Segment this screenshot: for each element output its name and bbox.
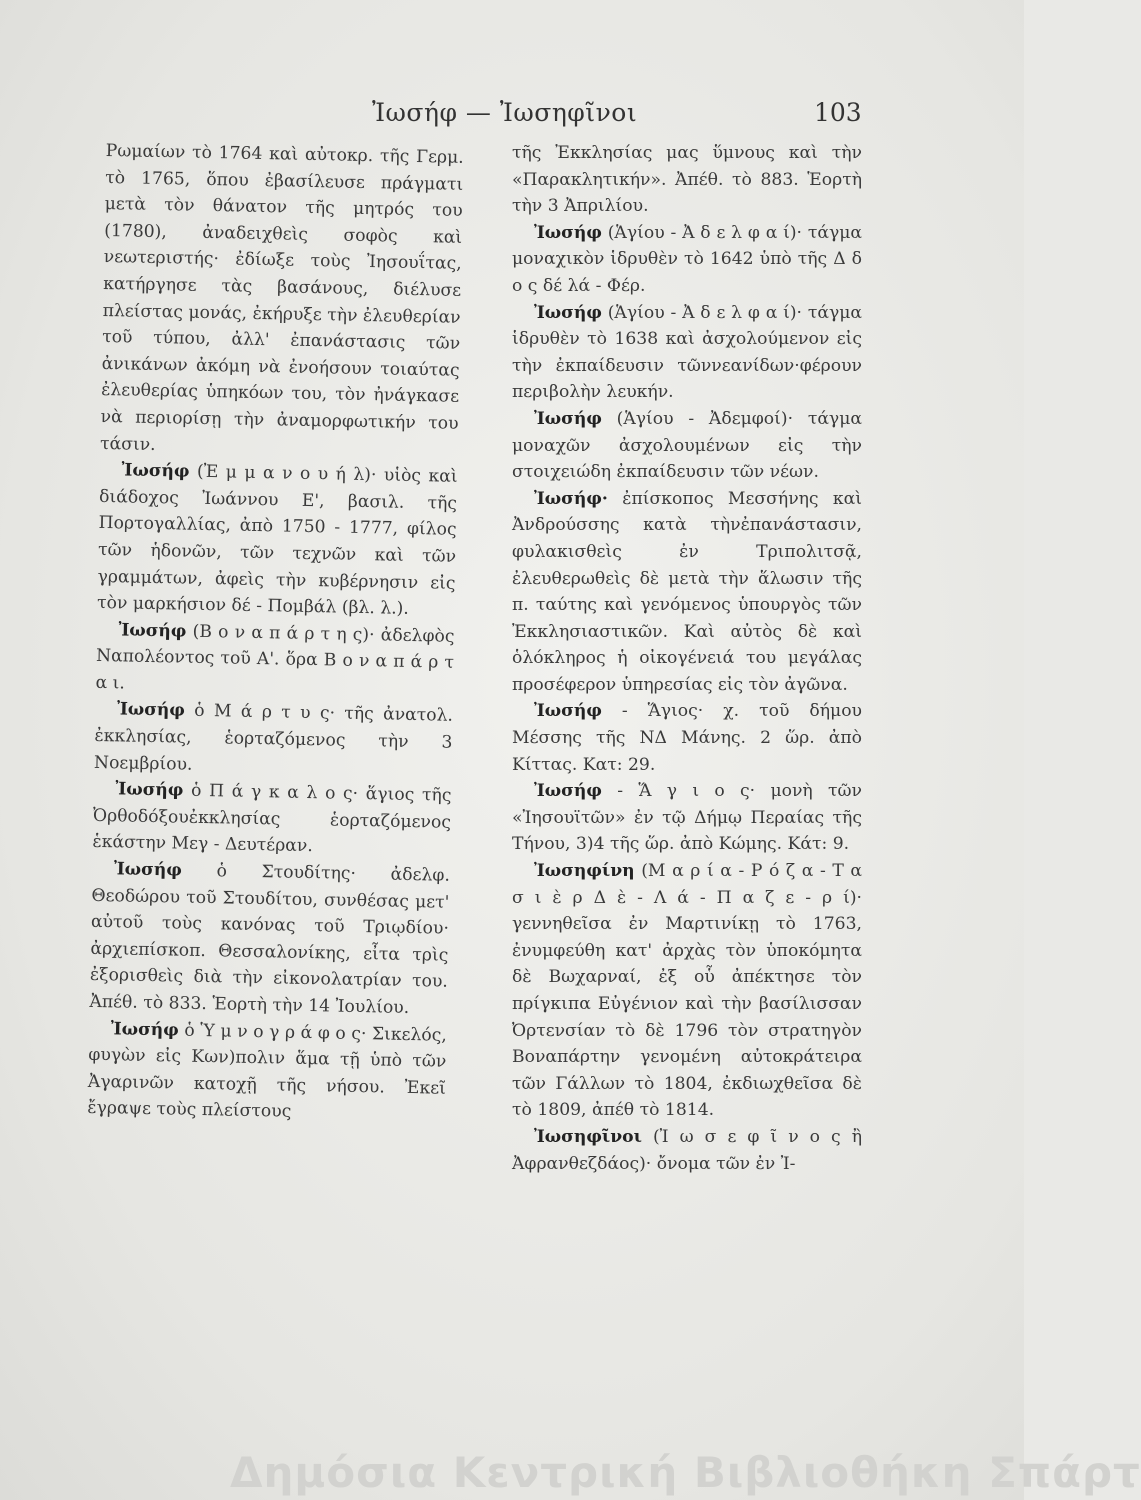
dictionary-entry: [512, 140, 862, 220]
right-column: [512, 140, 862, 1177]
entry-text: - Ἅ γ ι ο ς· μονὴ τῶν «Ἰησουϊτῶν» ἐν τῷ Δήμῳ Περαίας τῆς Τήνου, 3)4 τῆς ὥρ. ἀπὸ Κώμης. Κάτ: 9.: [512, 781, 862, 855]
entry-text: (Ἐ μ μ α ν ο υ ή λ)· υἱὸς καὶ διάδοχος Ἰωάννου Ε', βασιλ. τῆς Πορτογαλλίας, ἀπὸ 1750 - 1777, φίλος τῶν ἡδονῶν, τῶν τεχνῶν καὶ τῶν γραμμάτων, ἀφεὶς τὴν κυβέρνησιν εἰς τὸν μαρκήσιον δέ - Πομβάλ (βλ. λ.).: [96, 461, 458, 619]
entry-headword: Ἰωσήφ: [115, 779, 184, 801]
dictionary-entry: [512, 698, 862, 778]
entry-headword: Ἰωσήφ: [110, 1018, 179, 1041]
entry-text: ὁ Ὑ μ ν ο γ ρ ά φ ο ς· Σικελός, φυγὼν εἰς Κων)πολιν ἅμα τῇ ὑπὸ τῶν Ἀγαρινῶν κατοχῇ τῆς νήσου. Ἐκεῖ ἔγραψε τοὺς πλείστους: [87, 1020, 448, 1123]
dictionary-entry: [512, 486, 862, 699]
entry-headword: Ἰωσηφίνη: [534, 861, 635, 882]
left-column: [87, 138, 464, 1129]
entry-headword: Ἰωσήφ: [534, 302, 602, 323]
entry-text: (Ἁγίου - Ἀδεμφοί)· τάγμα μοναχῶν ἀσχολουμένων εἰς τὴν στοιχειώδη ἐκπαίδευσιν τῶν νέων.: [512, 408, 862, 483]
dictionary-entry: [94, 696, 453, 783]
entry-text: (Ἁγίου - Ἀ δ ε λ φ α ί)· τάγμα ἱδρυθὲν τὸ 1638 καὶ ἀσχολούμενον εἰς τὴν ἐκπαίδευσιν τῶννεανίδων·φέρουν περιβολὴν λευκήν.: [512, 302, 862, 403]
entry-text: ὁ Στουδίτης· ἀδελφ. Θεοδώρου τοῦ Στουδίτου, συνθέσας μετ' αὐτοῦ τοὺς κανόνας τοῦ Τριῳδίου· ἀρχιεπίσκοπ. Θεσσαλονίκης, εἶτα τρὶς ἐξορισθεὶς διὰ τὴν εἰκονολατρίαν του. Ἀπέθ. τὸ 833. Ἑορτὴ τὴν 14 Ἰουλίου.: [89, 861, 451, 1018]
entry-text: (Ἁγίου - Ἀ δ ε λ φ α ί)· τάγμα μοναχικὸν ἱδρυθὲν τὸ 1642 ὑπὸ τῆς Δ δ ο ς δέ λά - Φέρ.: [512, 222, 862, 296]
dictionary-entry: [87, 1015, 447, 1128]
dictionary-entry: [92, 776, 451, 863]
entry-headword: Ἰωσήφ: [534, 222, 602, 243]
entry-headword: Ἰωσήφ: [121, 460, 190, 482]
entry-headword: Ἰωσήφ: [113, 859, 183, 881]
dictionary-entry: [95, 617, 454, 704]
entry-headword: Ἰωσηφῖνοι: [534, 1126, 642, 1147]
entry-text: ὁ Μ ά ρ τ υ ς· τῆς ἀνατολ. ἐκκλησίας, ἑορταζόμενος τὴν 3 Νοεμβρίου.: [93, 701, 454, 775]
dictionary-entry: [512, 1124, 862, 1177]
dictionary-entry: [100, 138, 464, 464]
page-header: [0, 92, 1024, 128]
entry-headword: Ἰωσήφ: [534, 408, 602, 429]
dictionary-entry: [89, 856, 450, 1022]
entry-text: τῆς Ἐκκλησίας μας ὕμνους καὶ τὴν «Παρακλητικήν». Ἀπέθ. τὸ 883. Ἑορτὴ τὴν 3 Ἀπριλίου.: [512, 143, 862, 217]
entry-text: (Β ο ν α π ά ρ τ η ς)· ἀδελφὸς Ναπολέοντος τοῦ Α'. ὅρα Β ο ν α π ά ρ τ α ι.: [95, 621, 455, 694]
dictionary-entry: [97, 457, 458, 623]
running-title: Ἰωσήφ — Ἰωσηφῖνοι: [372, 98, 638, 127]
entry-headword: Ἰωσήφ: [534, 701, 602, 722]
dictionary-entry: [512, 406, 862, 486]
entry-headword: Ἰωσήφ·: [534, 488, 608, 509]
entry-text: (Ἰ ω σ ε φ ῖ ν ο ς ἢ Ἀφρανθεζδάος)· ὄνομα τῶν ἐν Ἰ-: [512, 1126, 862, 1174]
entry-headword: Ἰωσήφ: [534, 781, 602, 802]
entry-text: ἐπίσκοπος Μεσσήνης καὶ Ἀνδρούσσης κατὰ τὴνἐπανάστασιν, φυλακισθεὶς ἐν Τριπολιτσᾷ, ἐλευθερωθεὶς δὲ μετὰ τὴν ἅλωσιν τῆς π. ταύτης καὶ γενόμενος ὑπουργὸς τῶν Ἐκκλησιαστικῶν. Καὶ αὐτὸς δὲ καὶ ὁλόκληρος ἡ οἰκογένειά του μεγάλας προσέφερον ὑπηρεσίας εἰς τὸν ἀγῶνα.: [512, 488, 862, 695]
dictionary-entry: [512, 220, 862, 300]
entry-text: - Ἅγιος· χ. τοῦ δήμου Μέσσης τῆς ΝΔ Μάνης. 2 ὥρ. ἀπὸ Κίττας. Κατ: 29.: [512, 701, 862, 775]
entry-text: ὁ Π ά γ κ α λ ο ς· ἅγιος τῆς Ὀρθοδόξουἐκκλησίας ἑορταζόμενος ἑκάστην Μεγ - Δευτέραν.: [92, 781, 452, 857]
dictionary-entry: [512, 300, 862, 406]
entry-headword: Ἰωσήφ: [116, 699, 186, 722]
entry-text: (Μ α ρ ί α - Ρ ό ζ α - Τ α σ ι ὲ ρ Δ ὲ - Λ ά - Π α ζ ε - ρ ί)· γεννηθεῖσα ἐν Μαρτινίκῃ τὸ 1763, ἐνυμφεύθη κατ' ἀρχὰς τὸν ὑποκόμητα δὲ Βωχαρναί, ἐξ οὗ ἀπέκτησε τὸν πρίγκιπα Εὐγένιον καὶ τὴν βασίλισσαν Ὀρτενσίαν τὸ δὲ 1796 τὸν στρατηγὸν Βοναπάρτην γενομένη αὐτοκράτειρα τῶν Γάλλων τὸ 1804, ἐκδιωχθεῖσα δὲ τὸ 1809, ἀπέθ τὸ 1814.: [512, 861, 862, 1121]
dictionary-entry: [512, 858, 862, 1124]
page-number: 103: [814, 98, 862, 127]
entry-text: Ρωμαίων τὸ 1764 καὶ αὐτοκρ. τῆς Γερμ. τὸ 1765, ὅπου ἐβασίλευσε πράγματι μετὰ τὸν θάνατον τῆς μητρός του (1780), ἀναδειχθεὶς σοφὸς καὶ νεωτεριστής· ἐδίωξε τοὺς Ἰησουΐτας, κατήργησε τὰς βασάνους, διέλυσε πλείστας μονάς, ἐκήρυξε τὴν ἐλευθερίαν τοῦ τύπου, ἀλλ' ἐπανάστασις τῶν ἀνικάνων ἀκόμη νὰ ἐνοήσουν τοιαύτας ἐλευθερίας ὑπηκόων του, τὸν ἠνάγκασε νὰ περιορίσῃ τὴν ἀναμορφωτικήν του τάσιν.: [99, 140, 464, 455]
dictionary-entry: [512, 778, 862, 858]
entry-headword: Ἰωσήφ: [118, 620, 187, 642]
library-watermark: Δημόσια Κεντρική Βιβλιοθήκη Σπάρτ: [230, 1448, 1141, 1497]
